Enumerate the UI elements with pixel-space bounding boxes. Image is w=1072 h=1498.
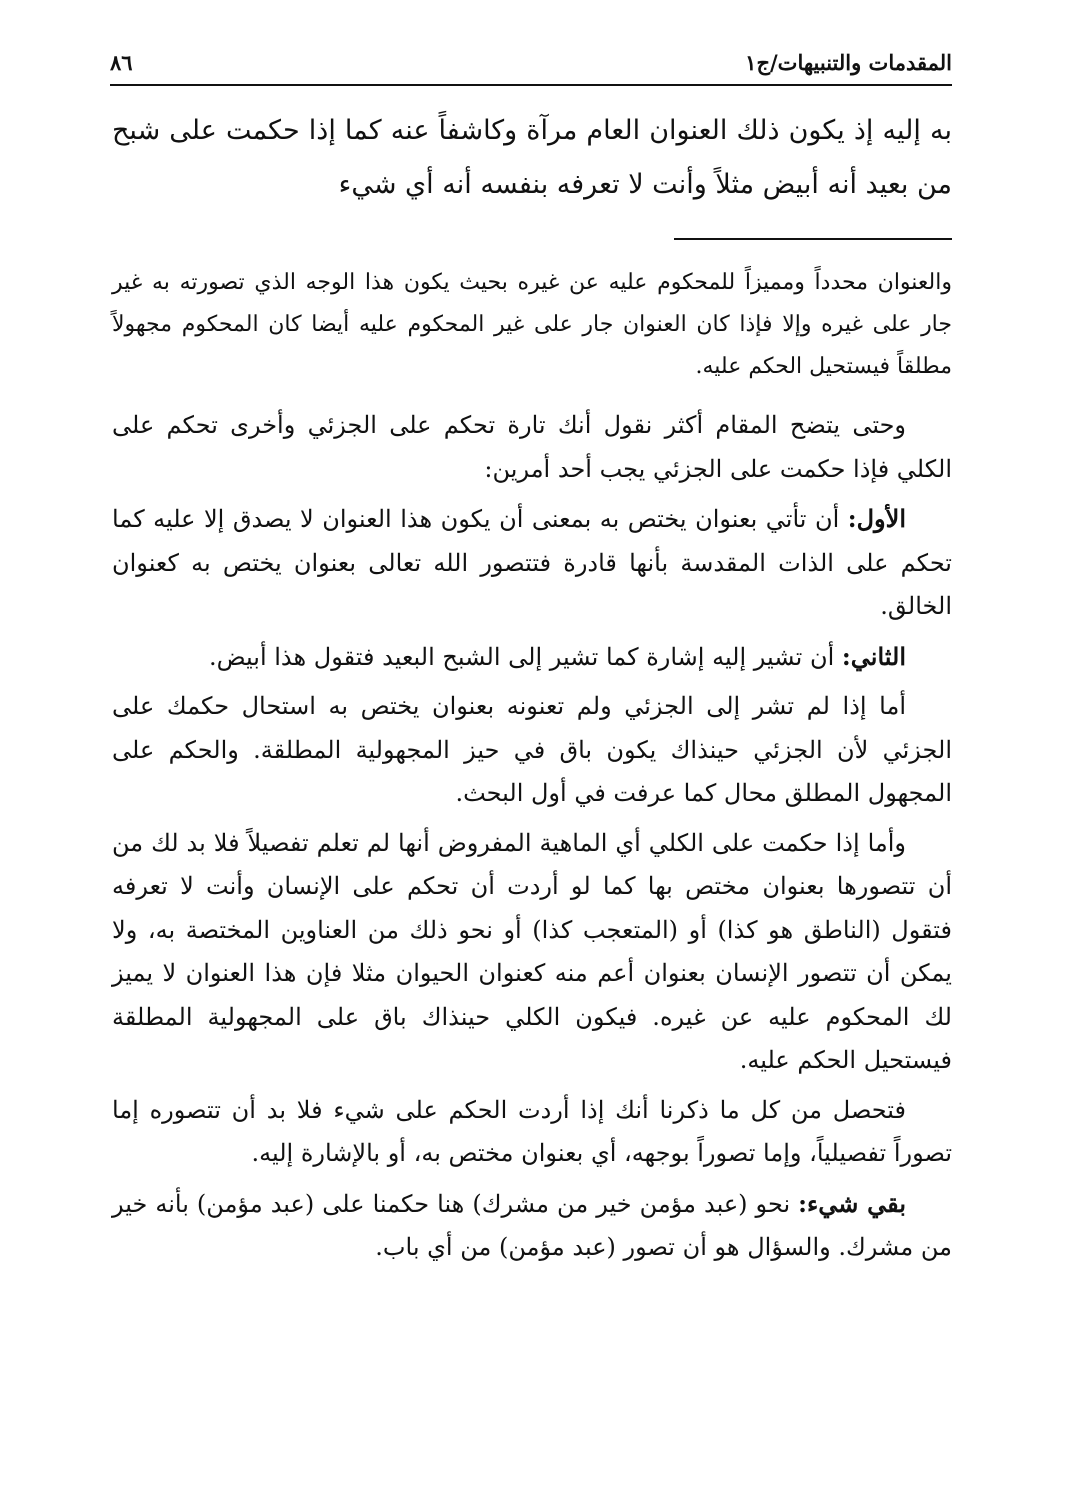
paragraph-summary: فتحصل من كل ما ذكرنا أنك إذا أردت الحكم على شيء فلا بد أن تتصوره إما تصوراً تفصيلياً، وإما تصوراً بوجهه، أي بعنوان مختص به، أو بالإشارة إليه. <box>112 1095 952 1167</box>
body-text <box>112 404 952 1276</box>
paragraph-second-case <box>112 635 952 680</box>
paragraph-remaining <box>112 1182 952 1270</box>
paragraph-lead-second: الثاني: <box>841 641 906 671</box>
paragraph-intro: وحتى يتضح المقام أكثر نقول أنك تارة تحكم على الجزئي وأخرى تحكم على الكلي فإذا حكمت على الجزئي يجب أحد أمرين: <box>112 411 952 483</box>
paragraph-particular: أما إذا لم تشر إلى الجزئي ولم تعنونه بعنوان يختص به استحال حكمك على الجزئي لأن الجزئي حينذاك يكون باق في حيز المجهولية المطلقة. والحكم على المجهول المطلق محال كما عرفت في أول البحث. <box>112 692 952 807</box>
paragraph-lead-first: الأول: <box>847 504 906 533</box>
main-text-continuation <box>112 104 952 212</box>
paragraph-remaining-text: نحو (عبد مؤمن خير من مشرك) هنا حكمنا على (عبد مؤمن) بأنه خير من مشرك. والسؤال هو أن تصور (عبد مؤمن) من أي باب. <box>112 1189 952 1261</box>
paragraph-universal: وأما إذا حكمت على الكلي أي الماهية المفروض أنها لم تعلم تفصيلاً فلا بد لك من أن تتصورها بعنوان مختص بها كما لو أردت أن تحكم على الإنسان وأنت لا تعرفه فتقول (الناطق هو كذا) أو (المتعجب كذا) أو نحو ذلك من العناوين المختصة به، ولا يمكن أن تتصور الإنسان بعنوان أعم منه كعنوان الحيوان مثلا فإن هذا العنوان لا يميز لك المحكوم عليه عن غيره. فيكون الكلي حينذاك باق على المجهولية المطلقة فيستحيل الحكم عليه. <box>112 828 953 1074</box>
footnote-paragraph: والعنوان محدداً ومميزاً للمحكوم عليه عن غيره بحيث يكون هذا الوجه الذي تصورته به غير جار على غيره وإلا فإذا كان العنوان جار على غير المحكوم عليه أيضا كان المحكوم مجهولاً مطلقاً فيستحيل الحكم عليه. <box>112 270 952 379</box>
paragraph-first-text: أن تأتي بعنوان يختص به بمعنى أن يكون هذا العنوان لا يصدق إلا عليه كما تحكم على الذات المقدسة بأنها قادرة فتتصور الله تعالى بعنوان يختص به كعنوان الخالق. <box>112 505 952 620</box>
paragraph-second-text: أن تشير إليه إشارة كما تشير إلى الشبح البعيد فتقول هذا أبيض. <box>208 642 842 671</box>
page-number: ٨٦ <box>110 49 133 75</box>
paragraph-first-case <box>112 497 952 629</box>
main-paragraph: به إليه إذ يكون ذلك العنوان العام مرآة وكاشفاً عنه كما إذا حكمت على شبح من بعيد أنه أبيض مثلاً وأنت لا تعرفه بنفسه أنه أي شيء <box>112 115 952 200</box>
running-header <box>110 40 952 84</box>
footnote-divider <box>674 238 952 240</box>
footnote <box>112 262 952 388</box>
paragraph-lead-remaining: بقي شيء: <box>798 1188 906 1218</box>
header-rule <box>110 84 952 86</box>
running-title: المقدمات والتنبيهات/ج١ <box>745 49 952 75</box>
